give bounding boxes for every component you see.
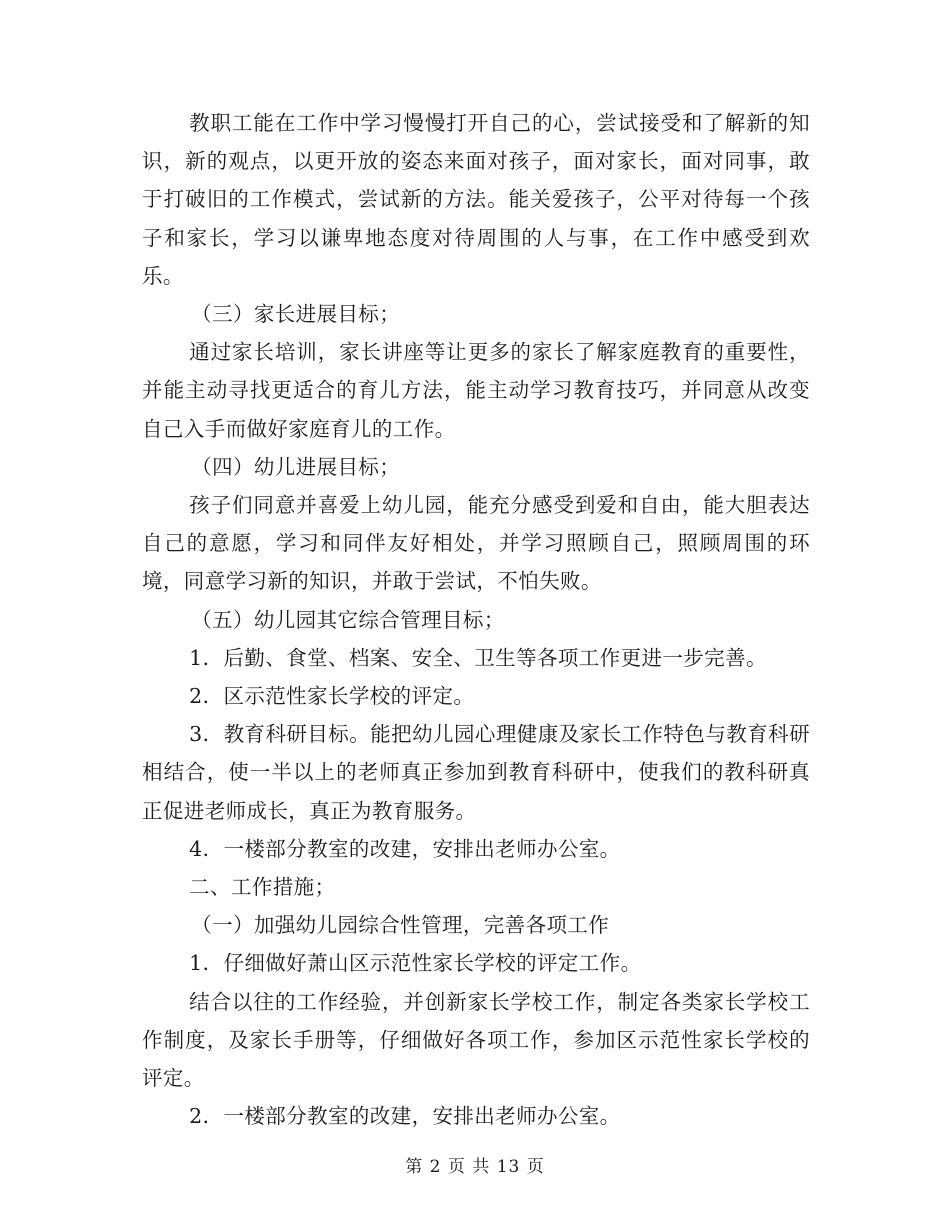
- heading-management-measures: （一）加强幼儿园综合性管理，完善各项工作: [191, 913, 610, 938]
- paragraph-child-goal: 孩子们同意并喜爱上幼儿园，能充分感受到爱和自由，能大胆表达自己的意愿，学习和同伴友好相处，并学习照顾自己，照顾周围的环境，同意学习新的知识，并敢于尝试，不怕失败。: [142, 493, 810, 594]
- page-footer: 第 2 页 共 13 页: [405, 1157, 545, 1177]
- heading-child-goal: （四）幼儿进展目标；: [191, 454, 401, 479]
- list-item-renovation-measure: 2．一楼部分教室的改建，安排出老师办公室。: [189, 1104, 621, 1129]
- list-item-parent-school: 2．区示范性家长学校的评定。: [189, 684, 475, 709]
- paragraph-evaluation-detail: 结合以往的工作经验，并创新家长学校工作，制定各类家长学校工作制度，及家长手册等，仔细做好各项工作，参加区示范性家长学校的评定。: [142, 989, 810, 1091]
- heading-management-goal: （五）幼儿园其它综合管理目标；: [191, 607, 505, 632]
- list-item-research: 3．教育科研目标。能把幼儿园心理健康及家长工作特色与教育科研相结合，使一半以上的老师真正参加到教育科研中，使我们的教科研真正促进老师成长，真正为教育服务。: [142, 722, 810, 823]
- list-item-evaluation: 1．仔细做好萧山区示范性家长学校的评定工作。: [189, 951, 642, 976]
- list-item-logistics: 1．后勤、食堂、档案、安全、卫生等各项工作更进一步完善。: [189, 645, 767, 670]
- list-item-renovation: 4．一楼部分教室的改建，安排出老师办公室。: [189, 836, 621, 861]
- document-body: [142, 104, 810, 1135]
- heading-work-measures: 二、工作措施；: [189, 875, 336, 900]
- heading-parent-goal: （三）家长进展目标；: [191, 302, 401, 327]
- paragraph-parent-goal: 通过家长培训，家长讲座等让更多的家长了解家庭教育的重要性，并能主动寻找更适合的育儿方法，能主动学习教育技巧，并同意从改变自己入手而做好家庭育儿的工作。: [142, 340, 810, 441]
- paragraph-staff-goal: 教职工能在工作中学习慢慢打开自己的心，尝试接受和了解新的知识，新的观点，以更开放的姿态来面对孩子，面对家长，面对同事，敢于打破旧的工作模式，尝试新的方法。能关爱孩子，公平对待每一个孩子和家长，学习以谦卑地态度对待周围的人与事，在工作中感受到欢乐。: [142, 111, 810, 288]
